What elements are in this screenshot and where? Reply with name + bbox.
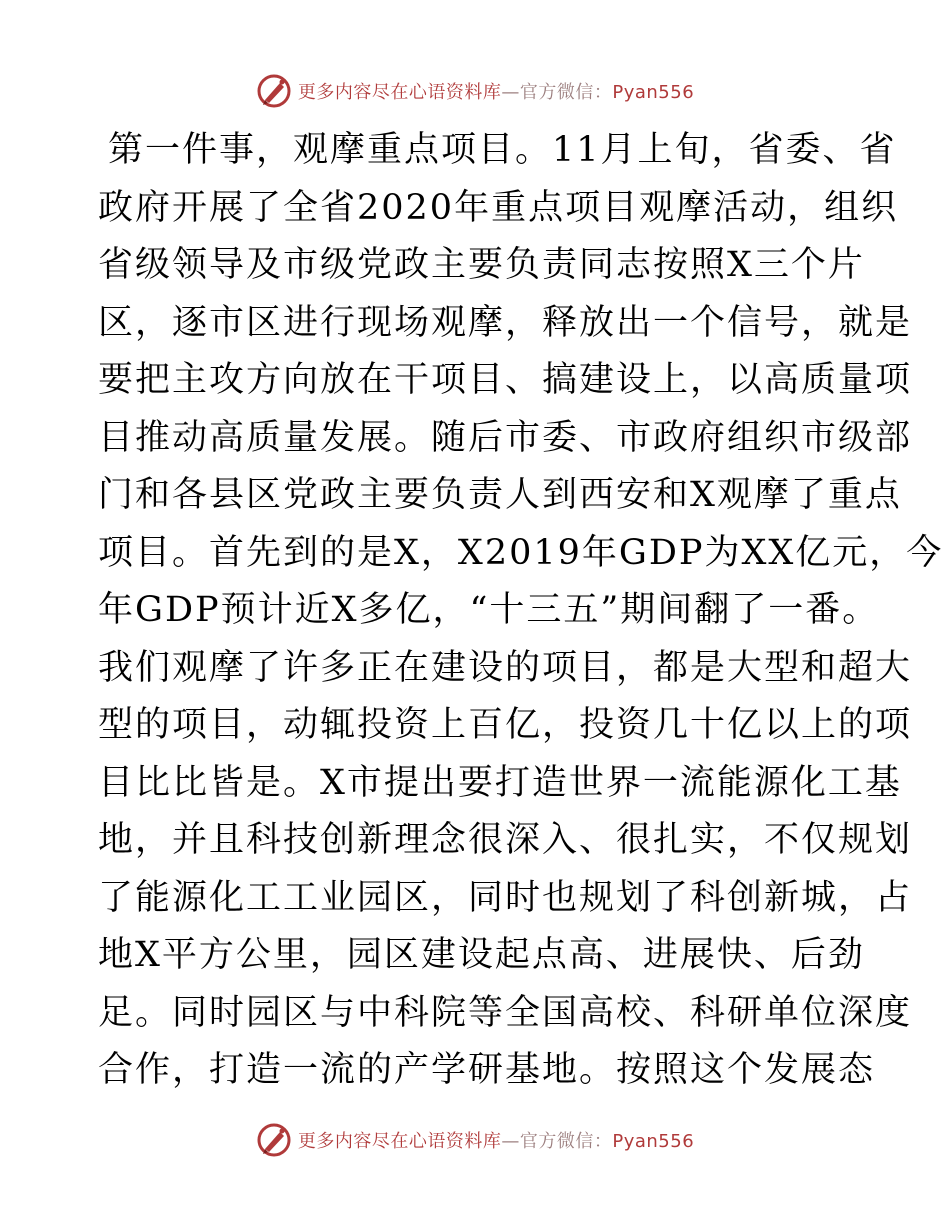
- footer-watermark: [0, 1120, 950, 1160]
- body-line: [98, 525, 944, 583]
- body-line-text: 合作，打造一流的产学研基地。按照这个发展态: [98, 1050, 876, 1090]
- pen-circle-logo-icon: [256, 1122, 292, 1158]
- watermark-group: [256, 73, 694, 109]
- body-line-text: 我们观摩了许多正在建设的项目，都是大型和超大: [98, 647, 913, 688]
- body-line-text: 了能源化工工业园区，同时也规划了科创新城，占: [98, 877, 913, 918]
- body-line-text: 门和各县区党政主要负责人到西安和X观摩了重点: [98, 475, 902, 515]
- body-line: [98, 467, 902, 525]
- watermark-account: Pyan556: [612, 82, 695, 103]
- body-line-text: 型的项目，动辄投资上百亿，投资几十亿以上的项: [98, 705, 913, 745]
- watermark-brand: 更多内容尽在心语资料库: [297, 82, 502, 103]
- watermark-brand: 更多内容尽在心语资料库: [297, 1131, 502, 1152]
- body-line: [98, 985, 913, 1043]
- body-line-text: 要把主攻方向放在干项目、搞建设上，以高质量项: [98, 360, 913, 400]
- body-line: [98, 582, 880, 640]
- body-line-text: 区，逐市区进行现场观摩，释放出一个信号，就是: [98, 302, 913, 343]
- document-body: [98, 122, 944, 1100]
- watermark-account: Pyan556: [612, 1131, 695, 1152]
- body-line-text: 地X平方公里，园区建设起点高、进展快、后劲: [98, 935, 865, 975]
- body-line-text: 项目。首先到的是X，X2019年GDP为XX亿元，今: [98, 532, 944, 573]
- body-line: [98, 640, 913, 698]
- body-line-text: 年GDP预计近X多亿，“十三五”期间翻了一番。: [98, 590, 880, 630]
- body-line: [98, 237, 865, 295]
- watermark-label: 官方微信：: [519, 82, 613, 103]
- watermark-separator: —: [501, 1131, 520, 1152]
- watermark-text: [298, 1127, 694, 1153]
- body-line: [98, 1042, 876, 1100]
- watermark-group: [256, 1122, 694, 1158]
- body-line: [98, 812, 913, 870]
- body-line-text: 足。同时园区与中科院等全国高校、科研单位深度: [98, 992, 913, 1033]
- body-line: [98, 352, 913, 410]
- body-line: [98, 927, 865, 985]
- body-line: [98, 410, 913, 468]
- body-line-text: 省级领导及市级党政主要负责同志按照X三个片: [98, 245, 865, 285]
- body-line-text: 目比比皆是。X市提出要打造世界一流能源化工基: [98, 762, 902, 803]
- body-line-text: 目推动高质量发展。随后市委、市政府组织市级部: [98, 417, 913, 458]
- body-line-text: 第一件事，观摩重点项目。11月上旬，省委、省: [108, 130, 897, 170]
- body-line: [98, 122, 897, 180]
- body-line: [98, 295, 913, 353]
- body-line: [98, 755, 902, 813]
- watermark-label: 官方微信：: [519, 1131, 613, 1152]
- body-line: [98, 180, 899, 238]
- body-line-text: 地，并且科技创新理念很深入、很扎实，不仅规划: [98, 820, 913, 860]
- body-line: [98, 697, 913, 755]
- watermark-text: [298, 78, 694, 104]
- watermark-separator: —: [501, 82, 520, 103]
- pen-circle-logo-icon: [256, 73, 292, 109]
- header-watermark: [0, 71, 950, 111]
- body-line: [98, 870, 913, 928]
- body-line-text: 政府开展了全省2020年重点项目观摩活动，组织: [98, 187, 899, 228]
